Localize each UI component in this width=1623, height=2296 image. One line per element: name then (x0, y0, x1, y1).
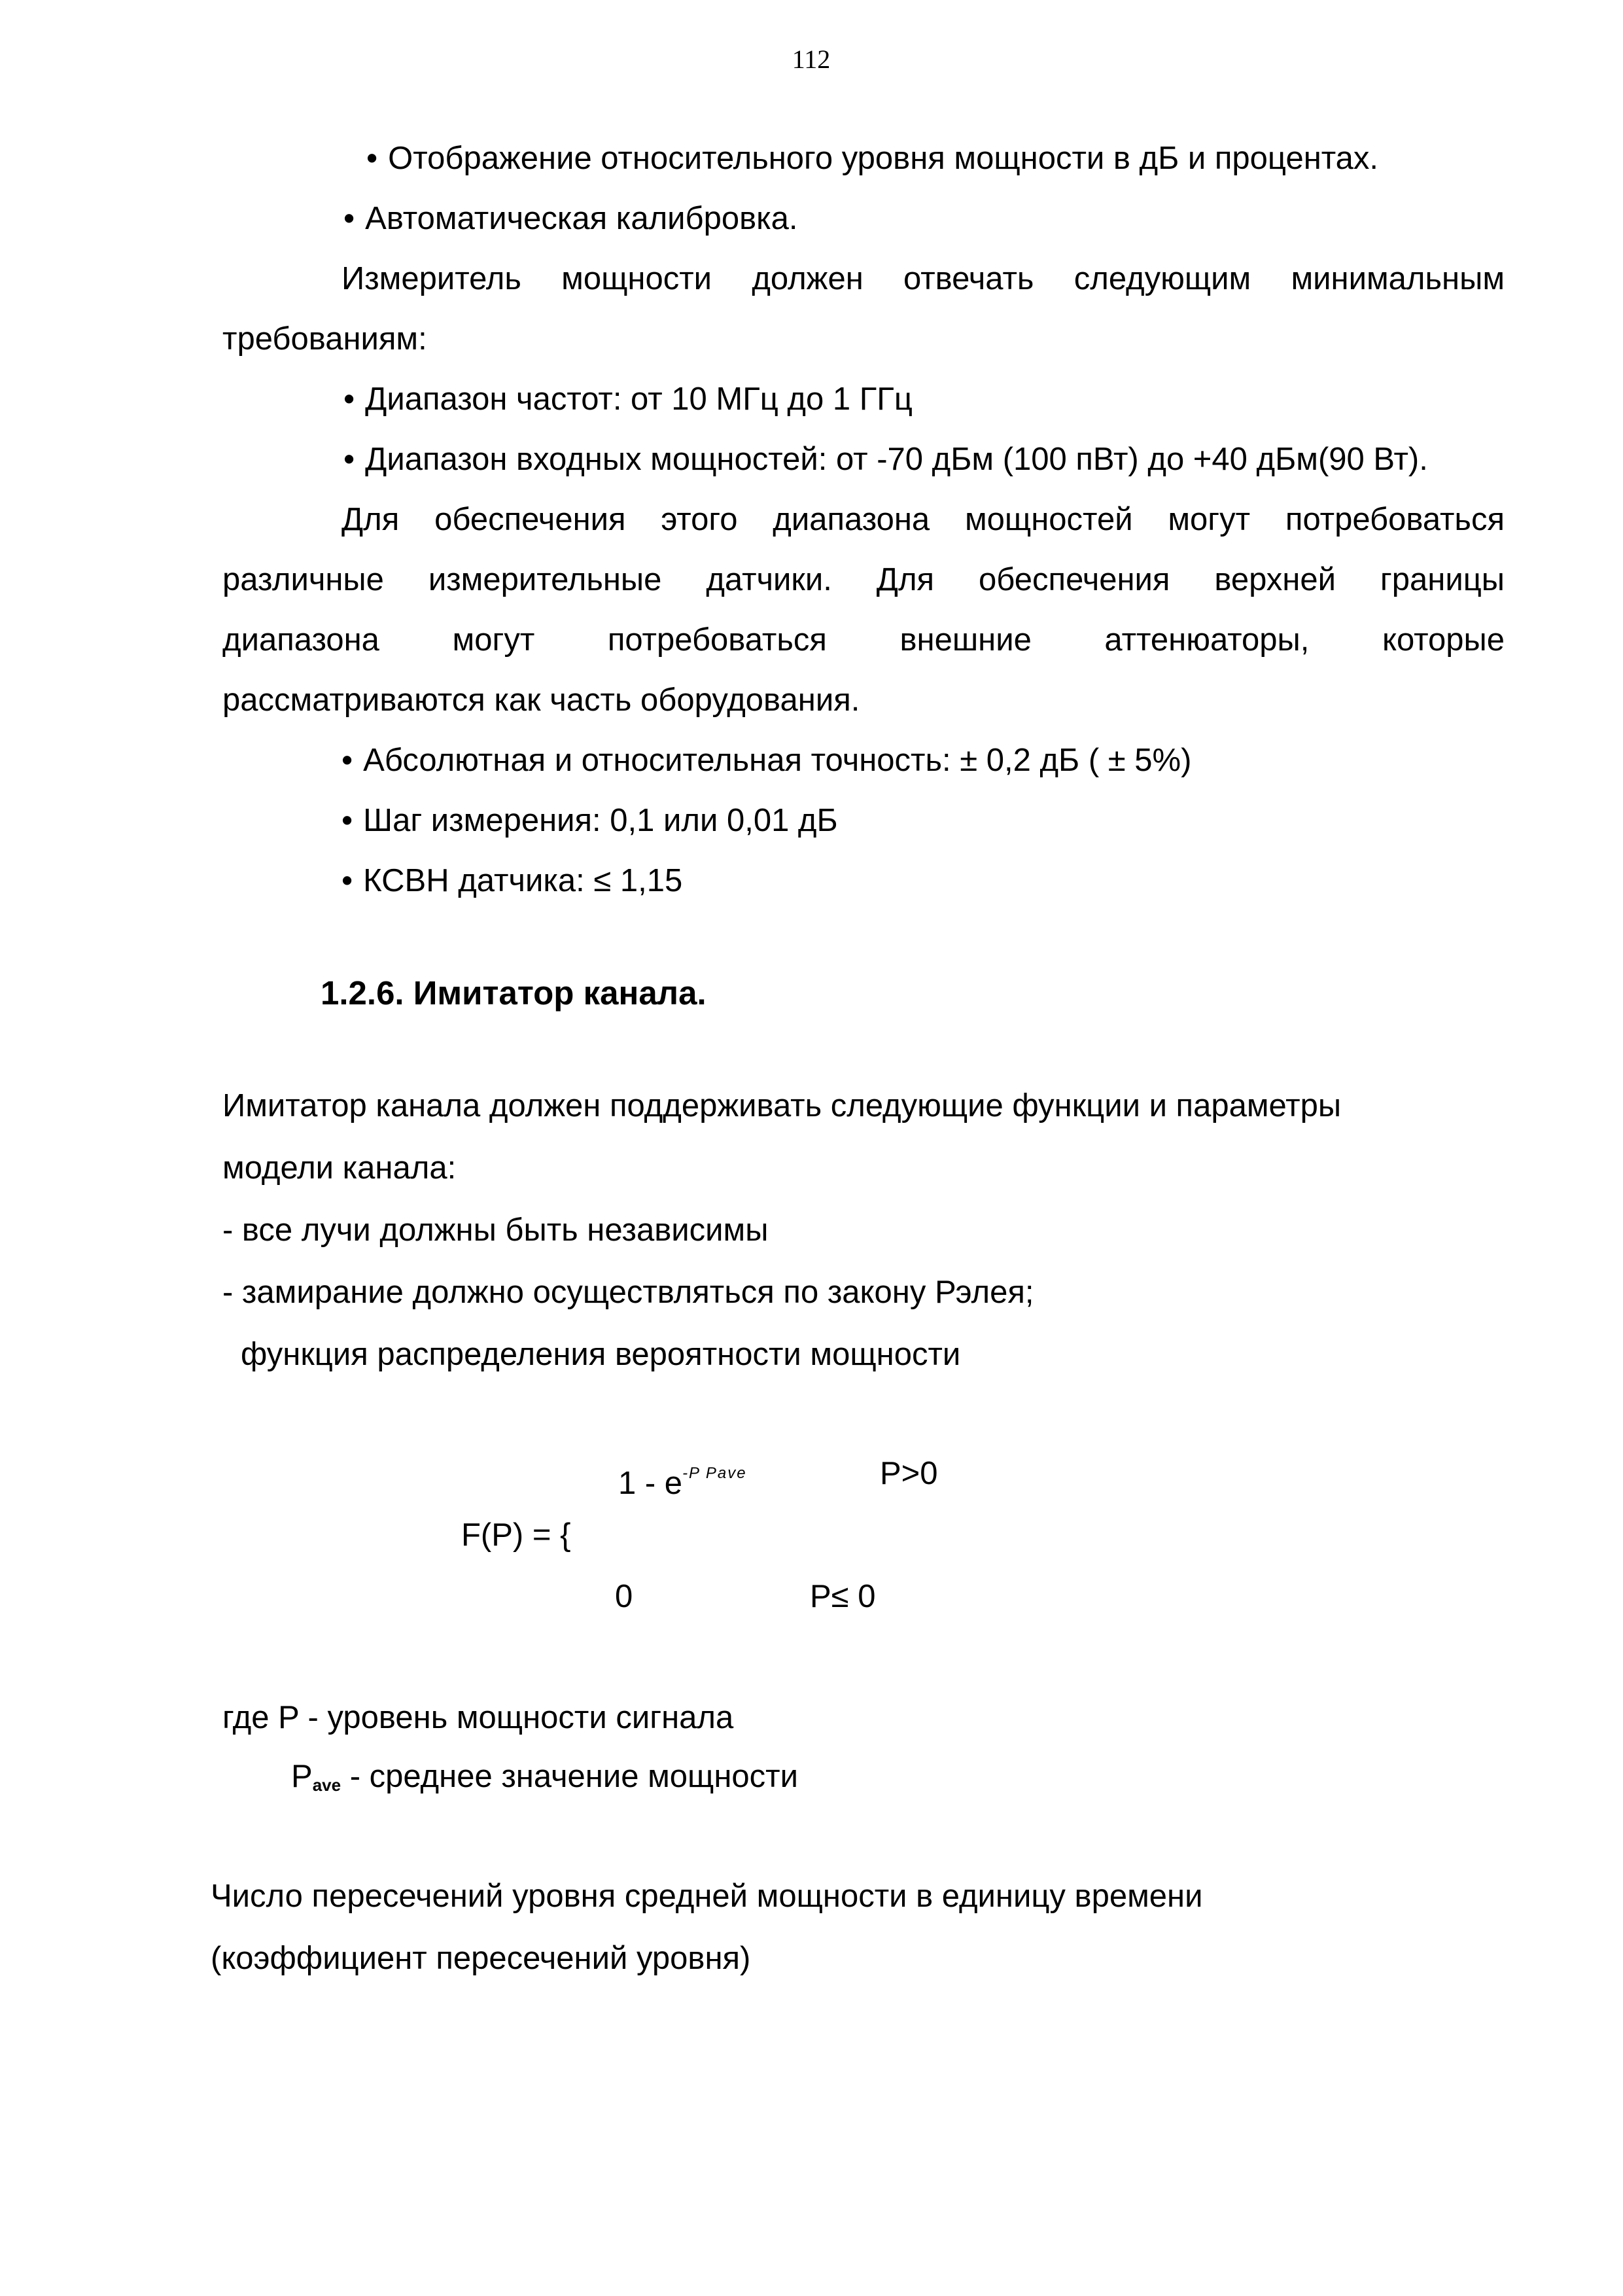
list-item: - замирание должно осуществляться по закону Рэлея; (222, 1275, 1034, 1310)
bullet-item (343, 380, 913, 419)
bullet-item (366, 139, 1378, 178)
bullet-text: КСВН датчика: ≤ 1,15 (363, 863, 683, 898)
formula-case1-expression (618, 1454, 747, 1503)
bullet-item (343, 199, 798, 238)
bullet-text: Шаг измерения: 0,1 или 0,01 дБ (363, 803, 838, 838)
paragraph-line: требованиям: (222, 321, 427, 357)
bullet-icon: • (343, 201, 355, 236)
bullet-icon: • (343, 381, 355, 417)
paragraph-line: Число пересечений уровня средней мощности в единицу времени (211, 1879, 1203, 1914)
paragraph-line: (коэффициент пересечений уровня) (211, 1941, 751, 1976)
bullet-item (341, 861, 682, 900)
paragraph-line: диапазона могут потребоваться внешние аттенюаторы, которые (222, 622, 1505, 658)
formula-case1-condition: P>0 (880, 1456, 938, 1491)
page-number: 112 (792, 44, 831, 74)
paragraph-line: рассматриваются как часть оборудования. (222, 682, 860, 718)
bullet-icon: • (343, 442, 355, 477)
bullet-text: Диапазон частот: от 10 МГц до 1 ГГц (365, 381, 913, 417)
formula-exponent: -P Pave (682, 1464, 747, 1482)
section-heading: 1.2.6. Имитатор канала. (321, 974, 707, 1012)
paragraph-line: модели канала: (222, 1150, 457, 1186)
formula-lhs: F(P) = { (461, 1517, 571, 1553)
paragraph-line: Для обеспечения этого диапазона мощностей могут потребоваться (341, 502, 1505, 537)
paragraph-line: различные измерительные датчики. Для обеспечения верхней границы (222, 562, 1505, 597)
bullet-item (343, 440, 1428, 479)
bullet-text: Абсолютная и относительная точность: ± 0,2 дБ ( ± 5%) (363, 743, 1192, 778)
formula-base: 1 - e (618, 1466, 683, 1501)
paragraph-line: Имитатор канала должен поддерживать следующие функции и параметры (222, 1088, 1342, 1123)
p-subscript: ave (312, 1775, 341, 1795)
formula-case2-expression: 0 (615, 1579, 633, 1614)
bullet-text: Отображение относительного уровня мощности в дБ и процентах. (388, 141, 1379, 176)
bullet-icon: • (341, 803, 353, 838)
bullet-icon: • (341, 743, 353, 778)
paragraph-line: Измеритель мощности должен отвечать следующим минимальным (341, 261, 1505, 296)
definition-line: где P - уровень мощности сигнала (222, 1700, 734, 1735)
definition-line (291, 1757, 798, 1805)
bullet-icon: • (341, 863, 353, 898)
bullet-item (341, 801, 838, 840)
bullet-text: Автоматическая калибровка. (365, 201, 798, 236)
formula-case2-condition: P≤ 0 (810, 1579, 876, 1614)
bullet-text: Диапазон входных мощностей: от -70 дБм (100 пВт) до +40 дБм(90 Вт). (365, 442, 1428, 477)
bullet-item (341, 741, 1191, 780)
definition-text: - среднее значение мощности (341, 1759, 798, 1794)
paragraph-line: функция распределения вероятности мощности (241, 1337, 961, 1372)
p-symbol: P (291, 1759, 313, 1794)
bullet-icon: • (366, 141, 378, 176)
list-item: - все лучи должны быть независимы (222, 1212, 769, 1248)
